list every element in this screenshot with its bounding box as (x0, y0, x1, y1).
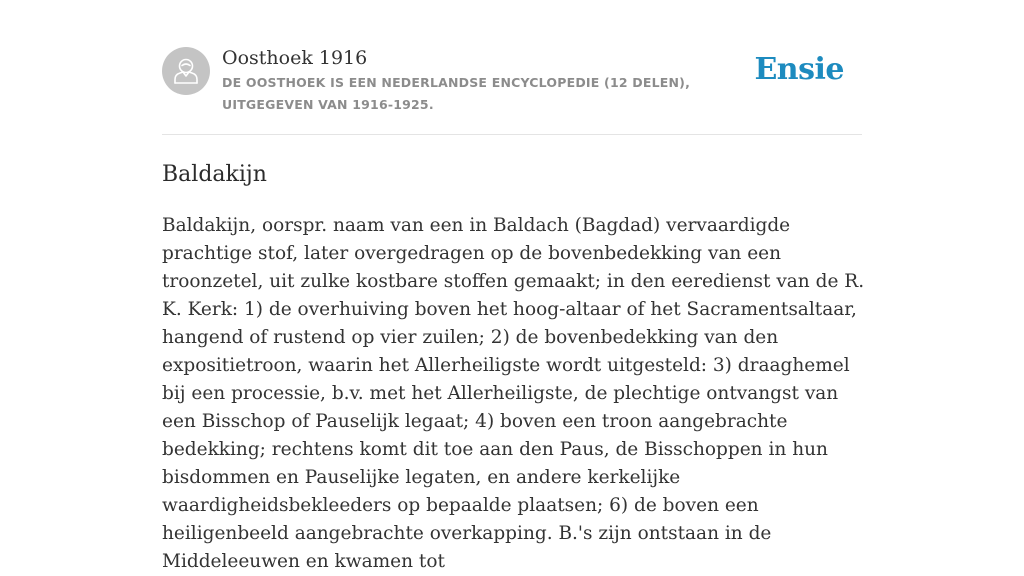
source-header (162, 0, 862, 135)
article-title: Baldakijn (162, 162, 267, 187)
source-info (222, 44, 762, 116)
user-icon (162, 47, 210, 95)
article-body: Baldakijn, oorspr. naam van een in Baldach (Bagdad) vervaardigde prachtige stof, later overgedragen op de bovenbedekking van een troonzetel, uit zulke kostbare stoffen gemaakt; in den eeredienst van de R. K. Kerk: 1) de overhuiving boven het hoog-altaar of het Sacramentsaltaar, hangend of rustend op vier zuilen; 2) de bovenbedekking van den expositietroon, waarin het Allerheiligste wordt uitgesteld: 3) draaghemel bij een processie, b.v. met het Allerheiligste, de plechtige ontvangst van een Bisschop of Pauselijk legaat; 4) boven een troon aangebrachte bedekking; rechtens komt dit toe aan den Paus, de Bisschoppen in hun bisdommen en Pauselijke legaten, en andere kerkelijke waardigheidsbekleeders op bepaalde plaatsen; 6) de boven een heiligenbeeld aangebrachte overkapping. B.'s zijn ontstaan in de Middeleeuwen en kwamen tot (162, 215, 865, 572)
content-column (162, 0, 865, 572)
avatar[interactable] (162, 47, 210, 95)
ensie-logo[interactable]: Ensie (754, 52, 844, 87)
source-title[interactable]: Oosthoek 1916 (222, 47, 368, 69)
source-description: DE OOSTHOEK IS EEN NEDERLANDSE ENCYCLOPEDIE (12 DELEN), UITGEGEVEN VAN 1916-1925. (222, 75, 691, 112)
